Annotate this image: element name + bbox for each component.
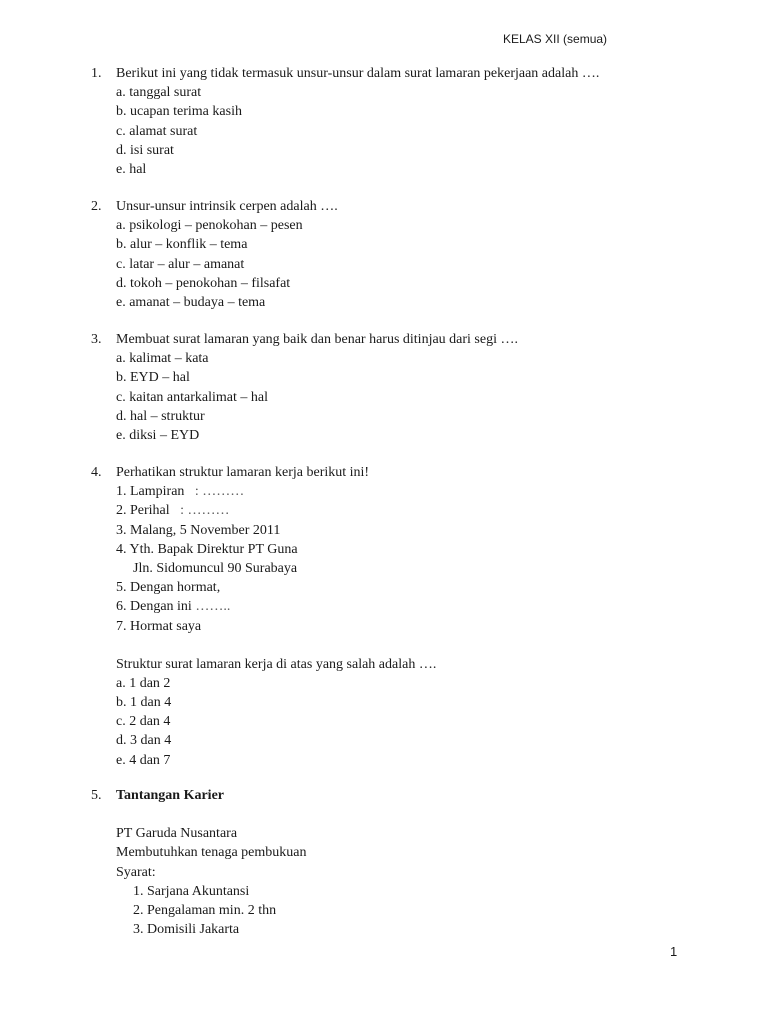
question-stem: Membuat surat lamaran yang baik dan benar harus ditinjau dari segi …. xyxy=(116,332,518,347)
structure-item-4: 4. Yth. Bapak Direktur PT Guna xyxy=(116,541,298,557)
option-d: d. hal – struktur xyxy=(116,408,205,424)
requirement-item: 1. Sarjana Akuntansi xyxy=(133,883,250,899)
option-c: c. 2 dan 4 xyxy=(116,714,171,730)
question-stem: Perhatikan struktur lamaran kerja berikut ini! xyxy=(116,465,370,480)
blank-filler: : ……… xyxy=(184,484,245,500)
blank-filler: …….. xyxy=(191,599,231,615)
option-b: b. 1 dan 4 xyxy=(116,695,172,711)
option-a: a. psikologi – penokohan – pesen xyxy=(116,218,303,234)
question-stem: Unsur-unsur intrinsik cerpen adalah …. xyxy=(116,199,338,214)
option-c: c. kaitan antarkalimat – hal xyxy=(116,389,268,405)
option-a: a. tanggal surat xyxy=(116,85,202,101)
structure-item-6: 6. Dengan ini …….. xyxy=(116,599,231,615)
structure-item-4-address: Jln. Sidomuncul 90 Surabaya xyxy=(133,560,298,576)
question-number: 5. xyxy=(91,788,102,803)
option-e: e. hal xyxy=(116,161,147,177)
option-b: b. alur – konflik – tema xyxy=(116,237,248,253)
structure-item-7: 7. Hormat saya xyxy=(116,618,202,634)
page-header: KELAS XII (semua) xyxy=(503,32,608,46)
structure-item-1: 1. Lampiran : ……… xyxy=(116,484,245,500)
option-a: a. kalimat – kata xyxy=(116,351,209,367)
page-number: 1 xyxy=(670,944,678,959)
question-number: 4. xyxy=(91,465,102,480)
job-need: Membutuhkan tenaga pembukuan xyxy=(116,845,307,861)
requirement-item: 3. Domisili Jakarta xyxy=(133,922,240,938)
option-a: a. 1 dan 2 xyxy=(116,675,171,691)
question-number: 3. xyxy=(91,332,102,347)
requirement-item: 2. Pengalaman min. 2 thn xyxy=(133,902,277,918)
structure-item-5: 5. Dengan hormat, xyxy=(116,580,221,596)
option-e: e. diksi – EYD xyxy=(116,427,200,443)
question-stem: Berikut ini yang tidak termasuk unsur-unsur dalam surat lamaran pekerjaan adalah …. xyxy=(116,66,600,81)
company-name: PT Garuda Nusantara xyxy=(116,826,238,842)
option-b: b. ucapan terima kasih xyxy=(116,104,242,120)
option-b: b. EYD – hal xyxy=(116,370,190,386)
question-number: 2. xyxy=(91,199,102,214)
section-title: Tantangan Karier xyxy=(116,788,224,803)
option-c: c. latar – alur – amanat xyxy=(116,256,245,272)
requirements-label: Syarat: xyxy=(116,864,156,880)
option-e: e. 4 dan 7 xyxy=(116,752,171,768)
option-d: d. isi surat xyxy=(116,142,174,158)
option-d: d. tokoh – penokohan – filsafat xyxy=(116,275,291,291)
blank-filler: : ……… xyxy=(169,503,230,519)
question-number: 1. xyxy=(91,66,102,81)
structure-item-3: 3. Malang, 5 November 2011 xyxy=(116,522,281,538)
option-e: e. amanat – budaya – tema xyxy=(116,294,266,310)
option-c: c. alamat surat xyxy=(116,123,198,139)
option-d: d. 3 dan 4 xyxy=(116,733,172,749)
question-stem-2: Struktur surat lamaran kerja di atas yang salah adalah …. xyxy=(116,656,437,672)
structure-item-2: 2. Perihal : ……… xyxy=(116,503,230,519)
